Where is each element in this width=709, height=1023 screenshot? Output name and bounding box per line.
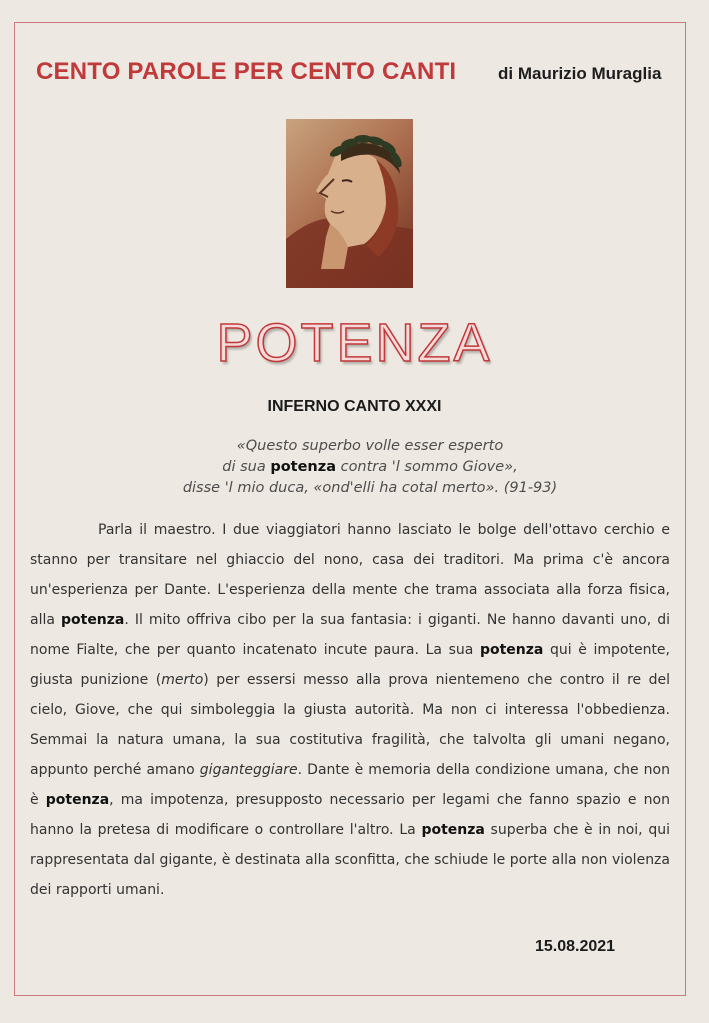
main-title: POTENZA [216, 313, 493, 373]
quote-line-1: «Questo superbo volle esser esperto [236, 438, 504, 454]
italic-term: merto [161, 672, 204, 688]
body-text-part: . Il mito offriva cibo per la sua fantasia: i giganti. Ne hanno davanti uno, di nome Fialte, che per quanto incatenato incute paura. La sua [30, 612, 670, 658]
quote-block [100, 436, 640, 499]
body-text-part: superba che è in noi, qui rappresentata dal gigante, è destinata alla sconfitta, che schiude le porte alla non violenza dei rapporti umani. [30, 822, 670, 898]
keyword: potenza [479, 642, 544, 658]
header [36, 58, 676, 94]
keyword: potenza [60, 612, 125, 628]
canto-subtitle: INFERNO CANTO XXXI [267, 398, 442, 415]
date-stamp: 15.08.2021 [535, 938, 616, 955]
body-text-part: ) per essersi messo alla prova nientemeno che contro il re del cielo, Giove, che qui simboleggia la giusta autorità. Ma non ci interessa l'obbedienza. Semmai la natura umana, la sua costitutiva fragilità, che talvolta gli umani negano, appunto perché amano [30, 672, 671, 778]
body-text-part: qui è impotente, giusta punizione ( [30, 642, 670, 688]
body-text-part: Parla il maestro. I due viaggiatori hanno lasciato le bolge dell'ottavo cerchio e stanno per transitare nel ghiaccio del nono, casa dei traditori. Ma prima c'è ancora un'esperienza per Dante. L'esperienza della mente che trama associata alla forza fisica, alla [30, 522, 670, 628]
body-text-part: , ma impotenza, presupposto necessario per legami che fanno spazio e non hanno la pretesa di modificare o controllare l'altro. La [30, 792, 670, 838]
body-text-part: . Dante è memoria della condizione umana, che non è [30, 762, 670, 808]
quote-line-3: disse 'l mio duca, «ond'elli ha cotal merto». (91-93) [182, 480, 558, 496]
keyword: potenza [421, 822, 485, 838]
series-title: CENTO PAROLE PER CENTO CANTI [36, 58, 457, 85]
quote-line-2-post: contra 'l sommo Giove», [335, 459, 518, 475]
quote-keyword: potenza [270, 459, 336, 475]
author-byline: di Maurizio Muraglia [498, 64, 662, 83]
keyword: potenza [45, 792, 110, 808]
italic-term: giganteggiare [199, 762, 298, 778]
quote-line-2-pre: di sua [222, 459, 271, 475]
body-paragraph [30, 515, 670, 905]
dante-portrait-icon [286, 119, 413, 288]
quote-line-2 [100, 457, 640, 478]
